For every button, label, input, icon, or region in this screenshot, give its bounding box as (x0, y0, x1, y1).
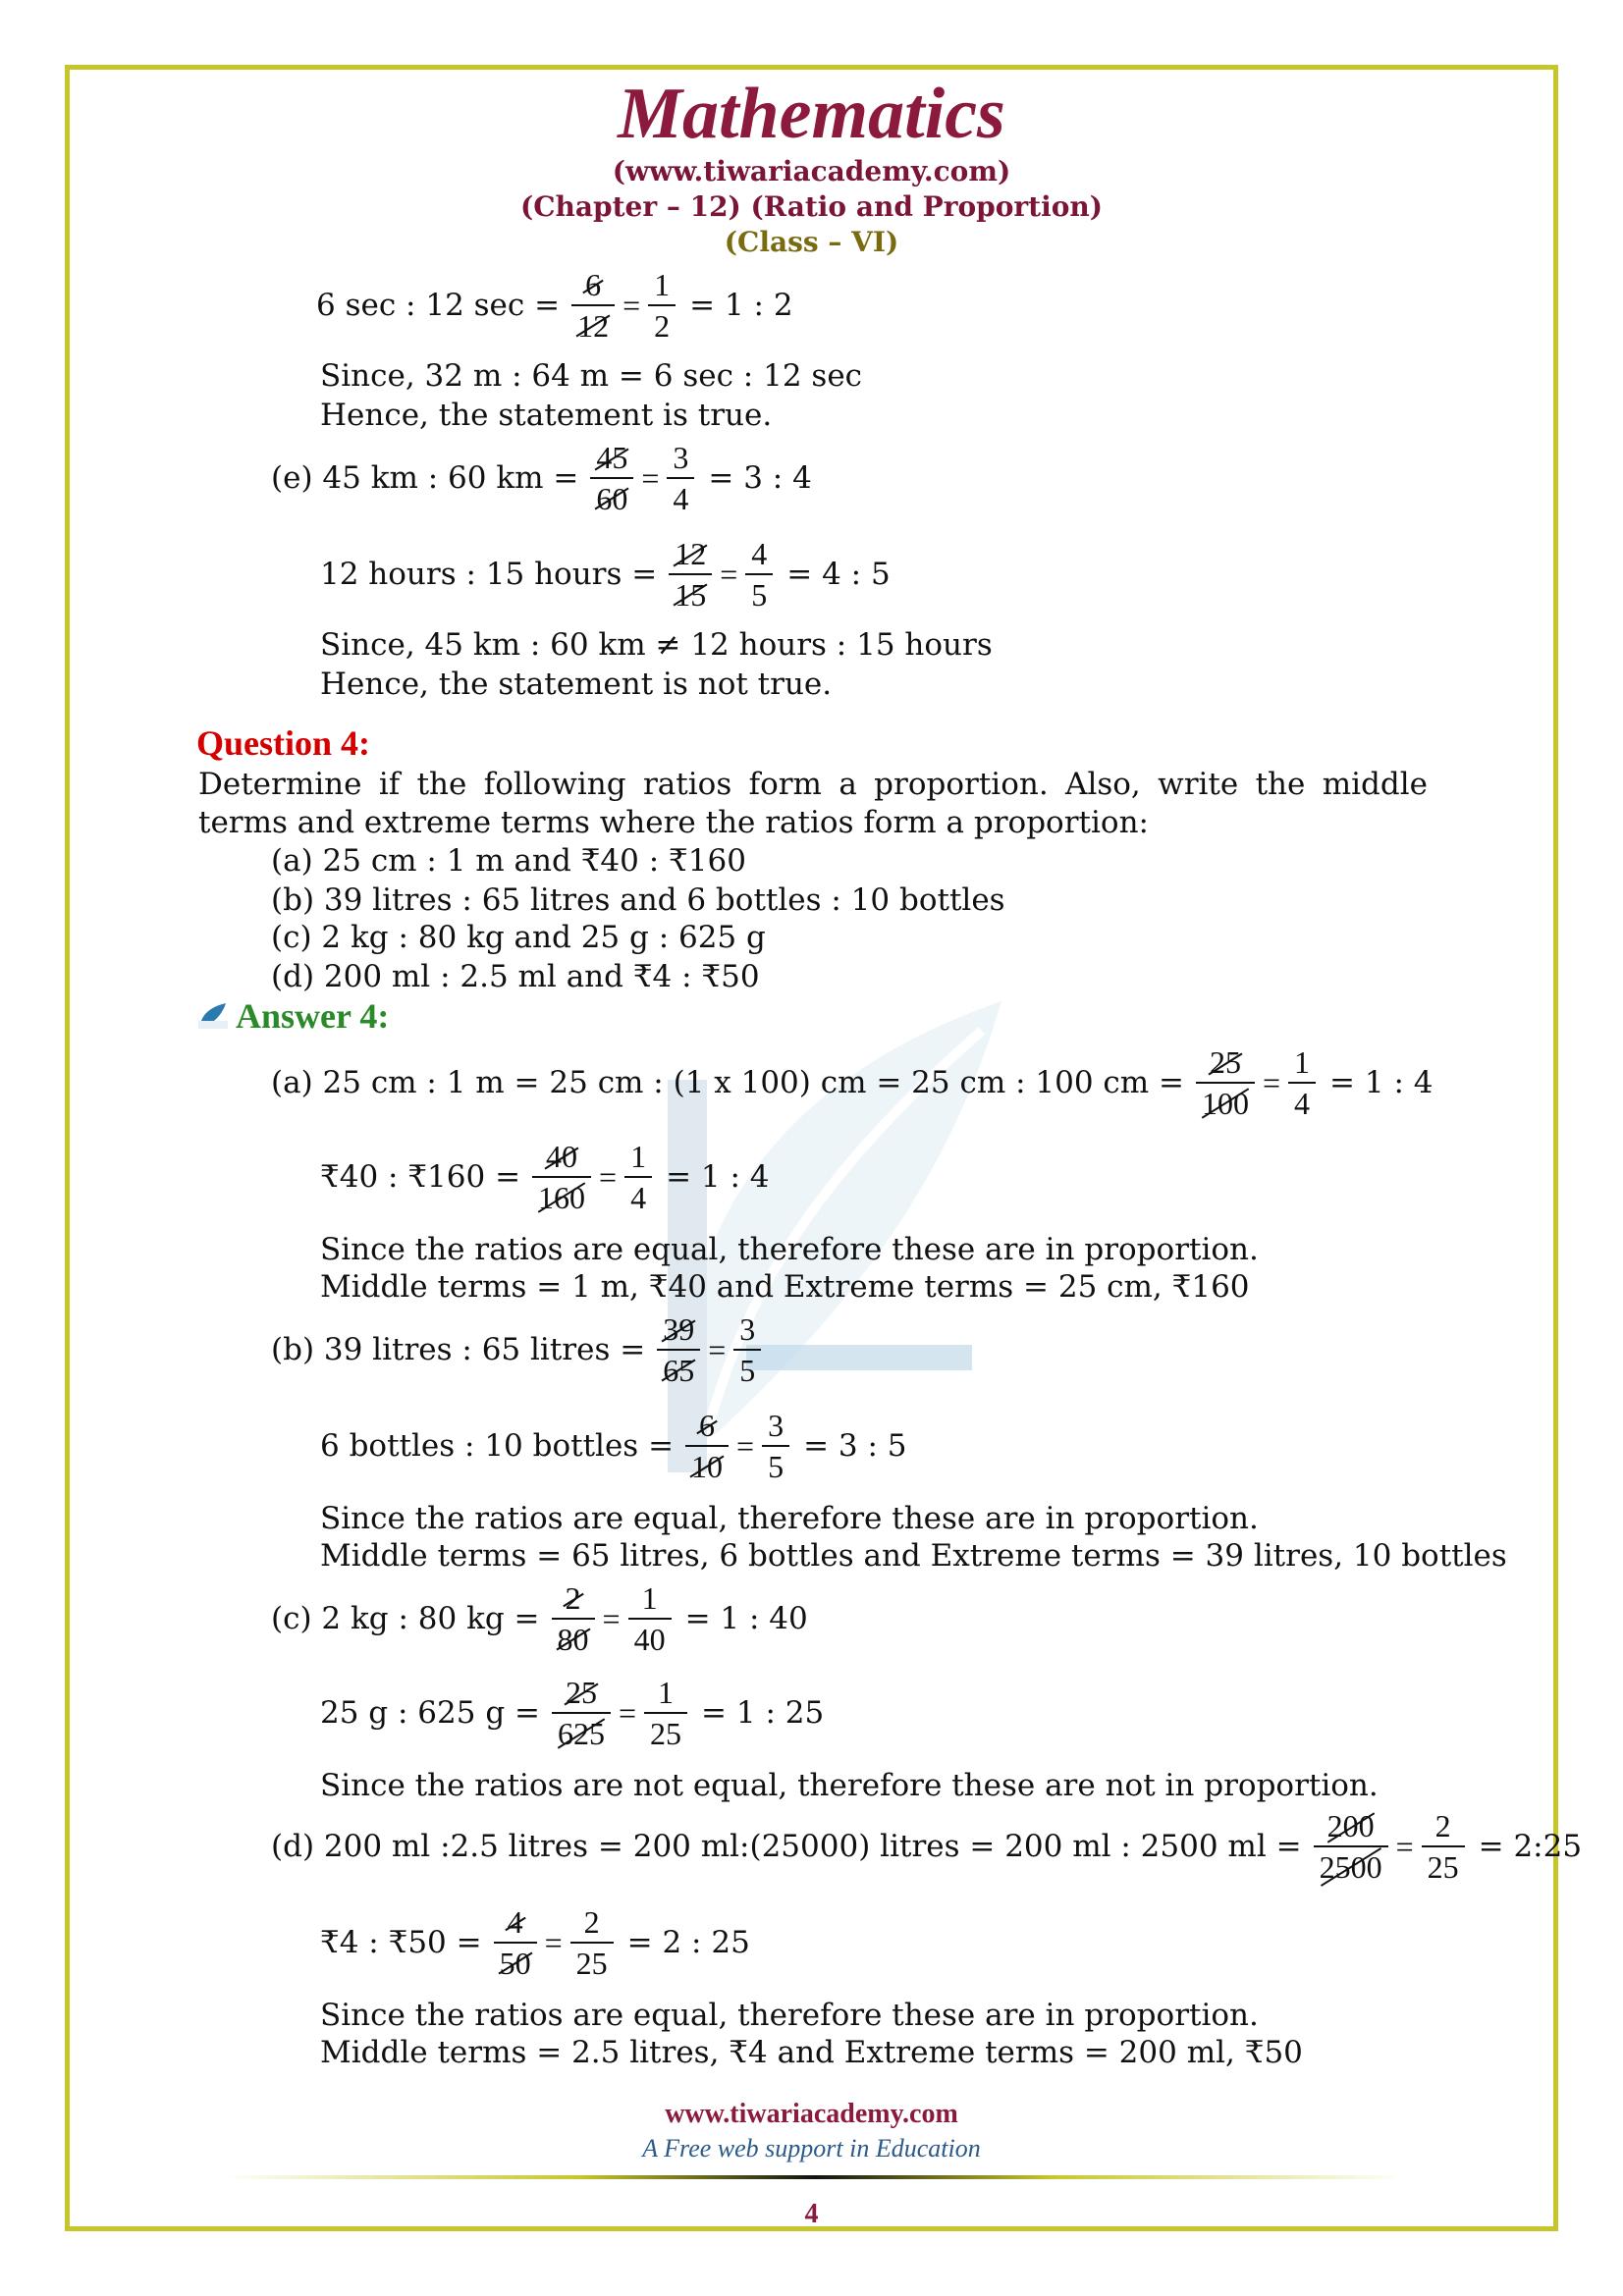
equation-row: (e) 45 km : 60 km = $\frac{45}{60}$ = $\frac{3}{4}$ = 3 : 4 (271, 440, 812, 516)
equation-label: (b) 39 litres : 65 litres = (271, 1332, 646, 1367)
class-subtitle: (Class – VI) (724, 226, 899, 258)
equation-label: (e) 45 km : 60 km = (271, 460, 579, 496)
fraction: $\frac{1}{2}$ (648, 267, 676, 344)
equation-result: = 1 : 4 (1329, 1065, 1434, 1100)
equation-label: (c) 2 kg : 80 kg = (271, 1601, 540, 1636)
answer-heading: Answer 4: (236, 996, 390, 1036)
fraction: $\frac{39}{65}$ (657, 1311, 700, 1388)
equation-row: 25 g : 625 g = $\frac{25}{625}$ = $\frac{1}{25}$ = 1 : 25 (320, 1675, 825, 1751)
fraction: $\frac{2}{25}$ (1422, 1808, 1465, 1885)
footer-tagline: A Free web support in Education (642, 2134, 981, 2163)
equation-row: ₹40 : ₹160 = $\frac{40}{160}$ = $\frac{1}{4}$ = 1 : 4 (320, 1139, 770, 1215)
equation-label: 25 g : 625 g = (320, 1695, 540, 1731)
fraction: $\frac{2}{25}$ (570, 1904, 614, 1981)
fraction: $\frac{12}{15}$ (669, 536, 712, 613)
equation-result: = 1 : 4 (666, 1159, 770, 1195)
fraction: $\frac{1}{4}$ (1288, 1044, 1316, 1121)
equation-result: = 2:25 (1478, 1829, 1583, 1864)
equation-label: 12 hours : 15 hours = (320, 557, 658, 592)
equation-result: = 3 : 4 (708, 460, 812, 496)
fraction: $\frac{3}{4}$ (667, 440, 694, 516)
fraction: $\frac{4}{5}$ (745, 536, 773, 613)
question-item: (b) 39 litres : 65 litres and 6 bottles : 10 bottles (271, 882, 1005, 918)
equation-label: 6 sec : 12 sec = (316, 288, 561, 323)
fraction: $\frac{3}{5}$ (733, 1311, 761, 1388)
fraction: $\frac{4}{50}$ (494, 1904, 537, 1981)
tiwari-logo-icon (196, 1001, 230, 1031)
statement-text: Middle terms = 1 m, ₹40 and Extreme terms = 25 cm, ₹160 (320, 1269, 1250, 1305)
equation-label: 6 bottles : 10 bottles = (320, 1428, 675, 1464)
statement-text: Since the ratios are equal, therefore these are in proportion. (320, 1232, 1259, 1267)
fraction: $\frac{25}{100}$ (1196, 1044, 1255, 1121)
question-item: (d) 200 ml : 2.5 ml and ₹4 : ₹50 (271, 959, 760, 994)
equation-row: 6 sec : 12 sec = $\frac{6}{12}$ = $\frac{1}{2}$ = 1 : 2 (316, 267, 793, 344)
fraction: $\frac{200}{2500}$ (1314, 1808, 1388, 1885)
statement-text: Since, 32 m : 64 m = 6 sec : 12 sec (320, 358, 863, 394)
page-title: Mathematics (618, 74, 1005, 154)
equation-row: 12 hours : 15 hours = $\frac{12}{15}$ = $\frac{4}{5}$ = 4 : 5 (320, 536, 891, 613)
equation-label: ₹40 : ₹160 = (320, 1159, 521, 1195)
fraction: $\frac{1}{40}$ (628, 1580, 672, 1657)
statement-text: Since the ratios are not equal, therefore these are not in proportion. (320, 1768, 1379, 1803)
statement-text: Middle terms = 2.5 litres, ₹4 and Extreme terms = 200 ml, ₹50 (320, 2035, 1303, 2070)
statement-text: Hence, the statement is not true. (320, 667, 833, 702)
footer-divider (226, 2175, 1404, 2179)
equation-result: = 2 : 25 (626, 1925, 750, 1960)
statement-text: Hence, the statement is true. (320, 398, 773, 433)
equation-result: = 1 : 40 (684, 1601, 808, 1636)
fraction: $\frac{45}{60}$ (590, 440, 633, 516)
statement-text: Since, 45 km : 60 km ≠ 12 hours : 15 hours (320, 627, 993, 663)
fraction: $\frac{1}{25}$ (644, 1675, 687, 1751)
watermark-subtext (746, 1345, 972, 1370)
fraction: $\frac{6}{12}$ (571, 267, 615, 344)
fraction: $\frac{40}{160}$ (532, 1139, 591, 1215)
equation-row: 6 bottles : 10 bottles = $\frac{6}{10}$ = $\frac{3}{5}$ = 3 : 5 (320, 1408, 907, 1484)
fraction: $\frac{2}{80}$ (552, 1580, 595, 1657)
equation-row: (d) 200 ml :2.5 litres = 200 ml:(25000) litres = 200 ml : 2500 ml = $\frac{200}{2500}$ = $\frac{2}{25}$ = 2:25 (271, 1808, 1583, 1885)
equation-label: (a) 25 cm : 1 m = 25 cm : (1 x 100) cm = 25 cm : 100 cm = (271, 1065, 1184, 1100)
equation-row: (c) 2 kg : 80 kg = $\frac{2}{80}$ = $\frac{1}{40}$ = 1 : 40 (271, 1580, 808, 1657)
question-text: Determine if the following ratios form a proportion. Also, write the middle terms and extreme terms where the ratios form a proportion: (198, 767, 1428, 840)
question-item: (c) 2 kg : 80 kg and 25 g : 625 g (271, 920, 766, 955)
statement-text: Since the ratios are equal, therefore these are in proportion. (320, 1998, 1259, 2033)
statement-text: Since the ratios are equal, therefore these are in proportion. (320, 1501, 1259, 1536)
equation-result: = 4 : 5 (786, 557, 891, 592)
website-subtitle: (www.tiwariacademy.com) (612, 155, 1011, 187)
fraction: $\frac{25}{625}$ (552, 1675, 611, 1751)
equation-result: = 1 : 2 (689, 288, 793, 323)
equation-row: (a) 25 cm : 1 m = 25 cm : (1 x 100) cm = 25 cm : 100 cm = $\frac{25}{100}$ = $\frac{1}{4}$ = 1 : 4 (271, 1044, 1434, 1121)
fraction: $\frac{3}{5}$ (762, 1408, 789, 1484)
statement-text: Middle terms = 65 litres, 6 bottles and Extreme terms = 39 litres, 10 bottles (320, 1538, 1507, 1574)
equation-row: (b) 39 litres : 65 litres = $\frac{39}{65}$ = $\frac{3}{5}$ (271, 1311, 765, 1388)
equation-result: = 3 : 5 (803, 1428, 907, 1464)
footer-website-link[interactable]: www.tiwariacademy.com (665, 2099, 958, 2129)
equation-result: = 1 : 25 (701, 1695, 825, 1731)
fraction: $\frac{1}{4}$ (624, 1139, 652, 1215)
equation-label: ₹4 : ₹50 = (320, 1925, 482, 1960)
equation-label: (d) 200 ml :2.5 litres = 200 ml:(25000) litres = 200 ml : 2500 ml = (271, 1829, 1302, 1864)
fraction: $\frac{6}{10}$ (685, 1408, 729, 1484)
chapter-subtitle: (Chapter – 12) (Ratio and Proportion) (519, 190, 1104, 223)
question-item: (a) 25 cm : 1 m and ₹40 : ₹160 (271, 843, 746, 879)
page-number: 4 (804, 2199, 819, 2229)
question-heading: Question 4: (196, 723, 371, 763)
equation-row: ₹4 : ₹50 = $\frac{4}{50}$ = $\frac{2}{25}$ = 2 : 25 (320, 1904, 750, 1981)
